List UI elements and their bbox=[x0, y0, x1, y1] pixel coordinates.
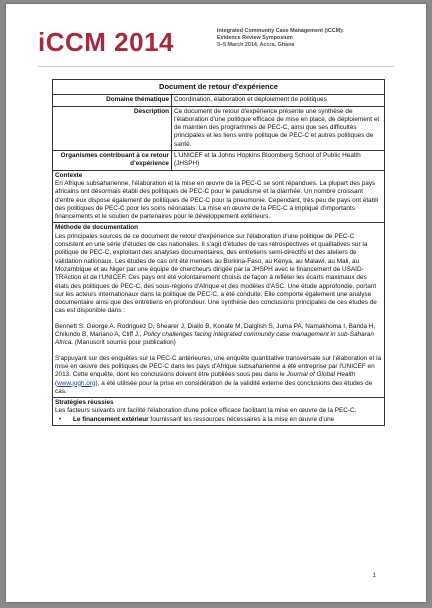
method-text-b: ( bbox=[55, 379, 58, 387]
bullet-icon: • bbox=[59, 415, 62, 423]
page-number: 1 bbox=[372, 573, 376, 579]
method-paragraph-1: Les principales sources de ce document de retour d'expérience sur l'élaboration d'une politique de PEC-C consistent en une série d'études de cas nationales. Il s'agit d'études de cas rétrospectives et qualitatives sur la politique de PEC-C, exploitant des analyses documentaires, des entretiens semi-directifs et des ateliers de validation nationaux. Les études de cas ont été menées au Burkina-Faso, au Kenya, au Malawi, au Mali, au Mozambique et au Niger par une équipe de chercheurs dirigée par la JHSPH avec le financement de USAID-TRAction et de l'UNICEF. Ces pays ont été volontairement choisis de façon à refléter les écarts maximaux des états des politiques de PEC-C, des sous-régions d'Afrique et des modèles d'ASC. Une étude approfondie, portant sur les acteurs internationaux dans la politique de PEC-C, a été conduite. Elle comporte également une analyse documentaire ainsi que des entretiens en profondeur. Une synthèse des conclusions principales de ces études de cas est disponible dans : bbox=[55, 232, 377, 315]
method-heading: Méthode de documentation bbox=[55, 224, 139, 232]
row-label: Description bbox=[53, 106, 172, 150]
iccm-logo: iCCM 2014 bbox=[38, 27, 174, 57]
experience-table bbox=[52, 79, 385, 426]
row-label: Organismes contribuant à ce retour d'expérience bbox=[53, 151, 172, 171]
context-section bbox=[53, 170, 385, 223]
strategies-heading: Stratégies réussies bbox=[55, 399, 114, 407]
strategies-section bbox=[53, 398, 385, 426]
table-row bbox=[53, 106, 385, 150]
list-item bbox=[55, 416, 382, 424]
header-line-2: Evidence Review Symposium bbox=[217, 35, 293, 41]
header-text bbox=[217, 28, 344, 49]
row-value: Coordination, élaboration et déploiement de politiques bbox=[172, 95, 385, 106]
header-date: 3–5 March 2014, Accra, Ghana bbox=[217, 42, 295, 48]
reference-note: (Manuscrit soumis pour publication) bbox=[73, 339, 176, 347]
journal-name: Journal of Global Health bbox=[286, 371, 356, 379]
context-text: En Afrique subsaharienne, l'élaboration et la mise en œuvre de la PEC-C se sont répandues. La plupart des pays africains ont désormais établi des politiques de PEC-C pour le paludisme et la diarrhée. Un nombre croissant d'entre eux dispose également de politiques de PEC-C pour la pneumonie. Cependant, très peu de pays ont établi des politiques de PEC-C pour les soins néonatals. La mise en œuvre de la PEC-C a impliqué d'importants financements et le soutien de partenaires pour le développement extérieurs. bbox=[55, 179, 379, 221]
header-line-1: Integrated Community Case Management (iCCM): bbox=[217, 28, 344, 34]
row-label: Domaine thématique bbox=[53, 95, 172, 106]
reference-authors: Bennett S. George A. Rodriguez D, Shearer J, Diallo B, Konate M, Dalglish S, Juma PA, Namakhoma I, Banda H, Chilundo B, Mariano A, Cliff J., bbox=[55, 322, 376, 339]
reference bbox=[55, 323, 382, 348]
method-section bbox=[53, 223, 385, 398]
strategies-text: Les facteurs suivants ont facilité l'élaboration d'une police efficace facilitant la mise en œuvre de la PEC-C. bbox=[55, 407, 357, 415]
row-value: Ce document de retour d'expérience présente une synthèse de l'élaboration d'une politique efficace de mise en place, de déploiement et de maintien des programmes de PEC-C, ainsi que ses difficultés principales et les liens entre politique de PEC-C et autres politiques de santé. bbox=[172, 106, 385, 150]
method-text-c: ), a été utilisée pour la prise en considération de la validité externe des conclusions des études de cas. bbox=[55, 379, 373, 395]
header bbox=[38, 26, 394, 62]
context-heading: Contexte bbox=[55, 171, 83, 179]
jogh-link[interactable]: www.jogh.org bbox=[57, 379, 96, 387]
reference-title: Policy challenges facing integrated community case management in sub-Saharan Africa. bbox=[55, 331, 374, 347]
document-page bbox=[6, 4, 426, 602]
table-row bbox=[53, 151, 385, 171]
table-title: Document de retour d'expérience bbox=[53, 80, 385, 95]
row-value: L'UNICEF et la Johns Hopkins Bloomberg School of Public Health (JHSPH) bbox=[172, 151, 385, 171]
bullet-bold: Le financement extérieur bbox=[73, 415, 149, 423]
table-row bbox=[53, 95, 385, 106]
method-paragraph-3 bbox=[55, 355, 382, 396]
method-text-a: S'appuyant sur des enquêtes sur la PEC-C antérieures, une enquête quantitative transversale sur l'élaboration et la mise en œuvre des politiques de PEC-C dans les pays d'Afrique subsaharienne a été entreprise par l'UNICEF en 2013. Cette enquête, dont les conclusions doivent être publiées sous peu dans le bbox=[55, 354, 382, 379]
bullet-text: fournissant les ressources nécessaires à la mise en œuvre d'une bbox=[148, 415, 335, 423]
header-divider bbox=[38, 66, 394, 67]
